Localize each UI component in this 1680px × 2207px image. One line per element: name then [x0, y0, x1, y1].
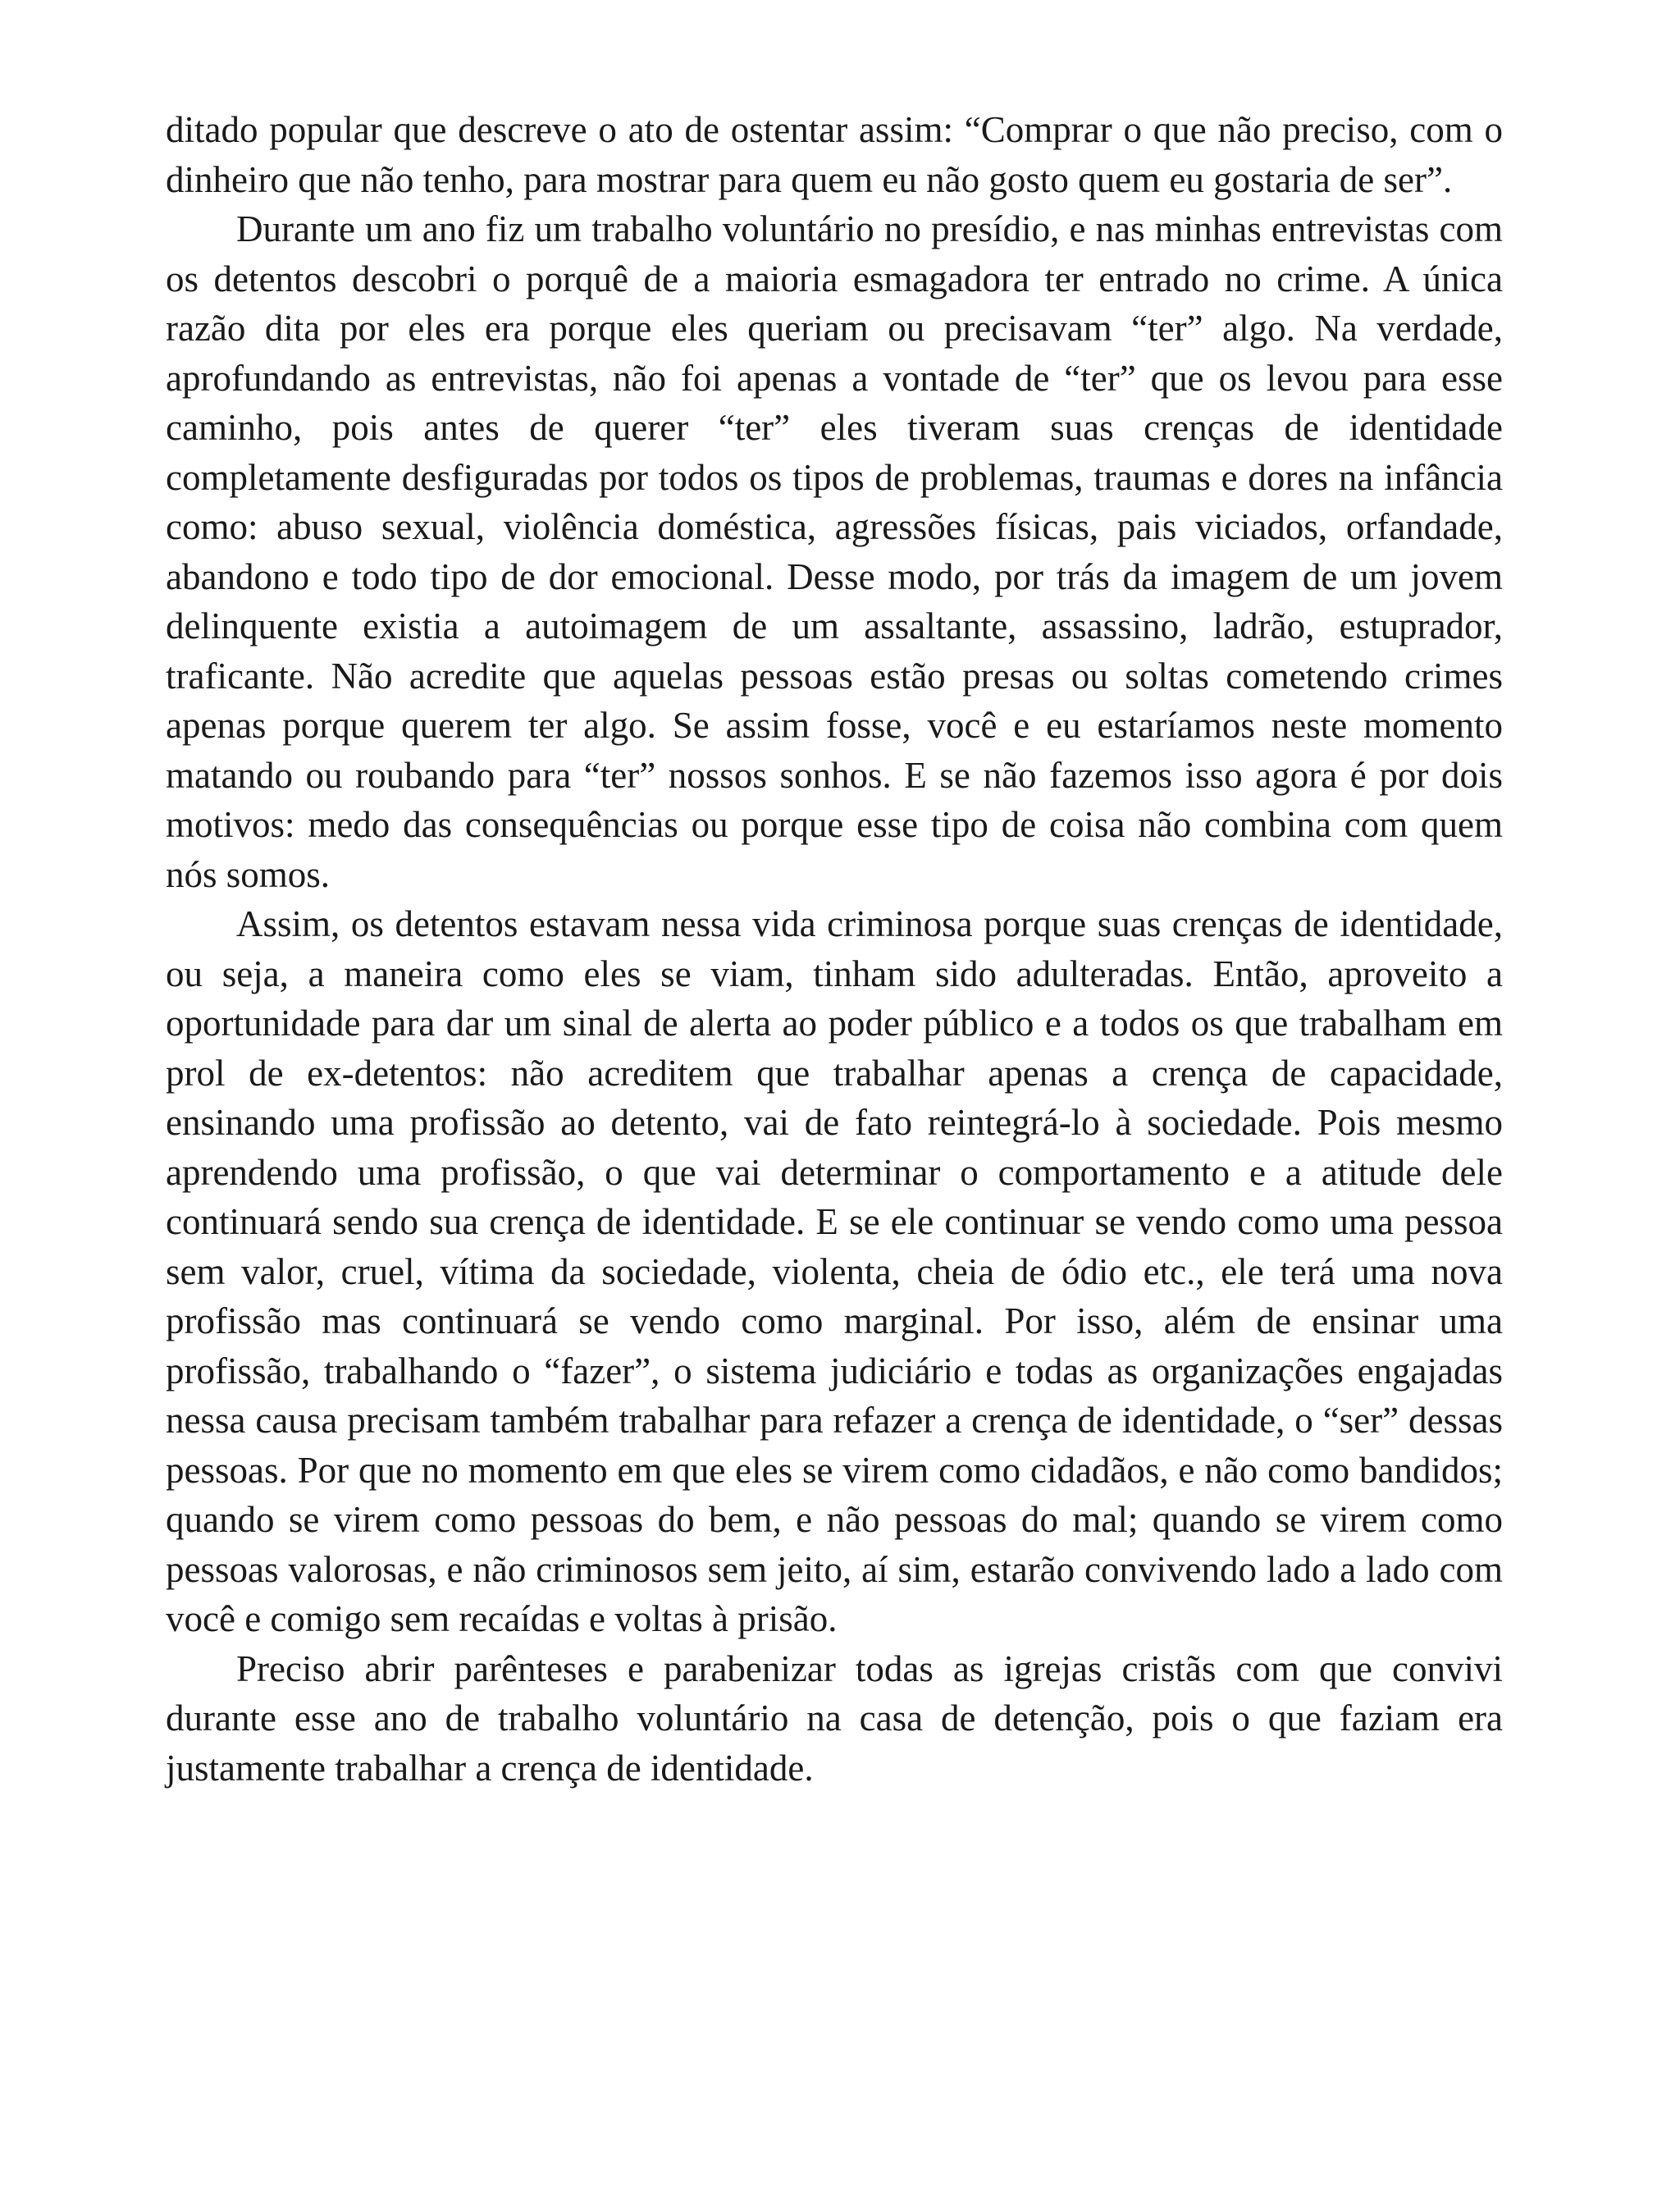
paragraph-churches: Preciso abrir parênteses e parabenizar todas as igrejas cristãs com que convivi durante esse ano de trabalho voluntário na casa de detenção, pois o que faziam era justamente trabalhar a crença de identidade.: [166, 1647, 1503, 1789]
paragraph-volunteer-work: Durante um ano fiz um trabalho voluntário no presídio, e nas minhas entrevistas com os detentos descobri o porquê de a maioria esmagadora ter entrado no crime. A única razão dita por eles era porque eles queriam ou precisavam “ter” algo. Na verdade, aprofundando as entrevistas, não foi apenas a vontade de “ter” que os levou para esse caminho, pois antes de querer “ter” eles tiveram suas crenças de identidade completamente desfiguradas por todos os tipos de problemas, traumas e dores na infância como: abuso sexual, violência doméstica, agressões físicas, pais viciados, orfandade, abandono e todo tipo de dor emocional. Desse modo, por trás da imagem de um jovem delinquente existia a autoimagem de um assaltante, assassino, ladrão, estuprador, traficante. Não acredite que aquelas pessoas estão presas ou soltas cometendo crimes apenas porque querem ter algo. Se assim fosse, você e eu estaríamos neste momento matando ou roubando para “ter” nossos sonhos. E se não fazemos isso agora é por dois motivos: medo das consequências ou porque esse tipo de coisa não combina com quem nós somos.: [166, 208, 1503, 895]
body-text: [166, 105, 1503, 1793]
paragraph-identity-beliefs: Assim, os detentos estavam nessa vida criminosa porque suas crenças de identidade, ou seja, a maneira como eles se viam, tinham sido adulteradas. Então, aproveito a oportunidade para dar um sinal de alerta ao poder público e a todos os que trabalham em prol de ex-detentos: não acreditem que trabalhar apenas a crença de capacidade, ensinando uma profissão ao detento, vai de fato reintegrá-lo à sociedade. Pois mesmo aprendendo uma profissão, o que vai determinar o comportamento e a atitude dele continuará sendo sua crença de identidade. E se ele continuar se vendo como uma pessoa sem valor, cruel, vítima da sociedade, violenta, cheia de ódio etc., ele terá uma nova profissão mas continuará se vendo como marginal. Por isso, além de ensinar uma profissão, trabalhando o “fazer”, o sistema judiciário e todas as organizações engajadas nessa causa precisam também trabalhar para refazer a crença de identidade, o “ser” dessas pessoas. Por que no momento em que eles se virem como cidadãos, e não como bandidos; quando se virem como pessoas do bem, e não pessoas do mal; quando se virem como pessoas valorosas, e não criminosos sem jeito, aí sim, estarão convivendo lado a lado com você e comigo sem recaídas e voltas à prisão.: [166, 903, 1503, 1639]
paragraph-continuation: ditado popular que descreve o ato de ostentar assim: “Comprar o que não preciso, com o dinheiro que não tenho, para mostrar para quem eu não gosto quem eu gostaria de ser”.: [166, 109, 1503, 200]
